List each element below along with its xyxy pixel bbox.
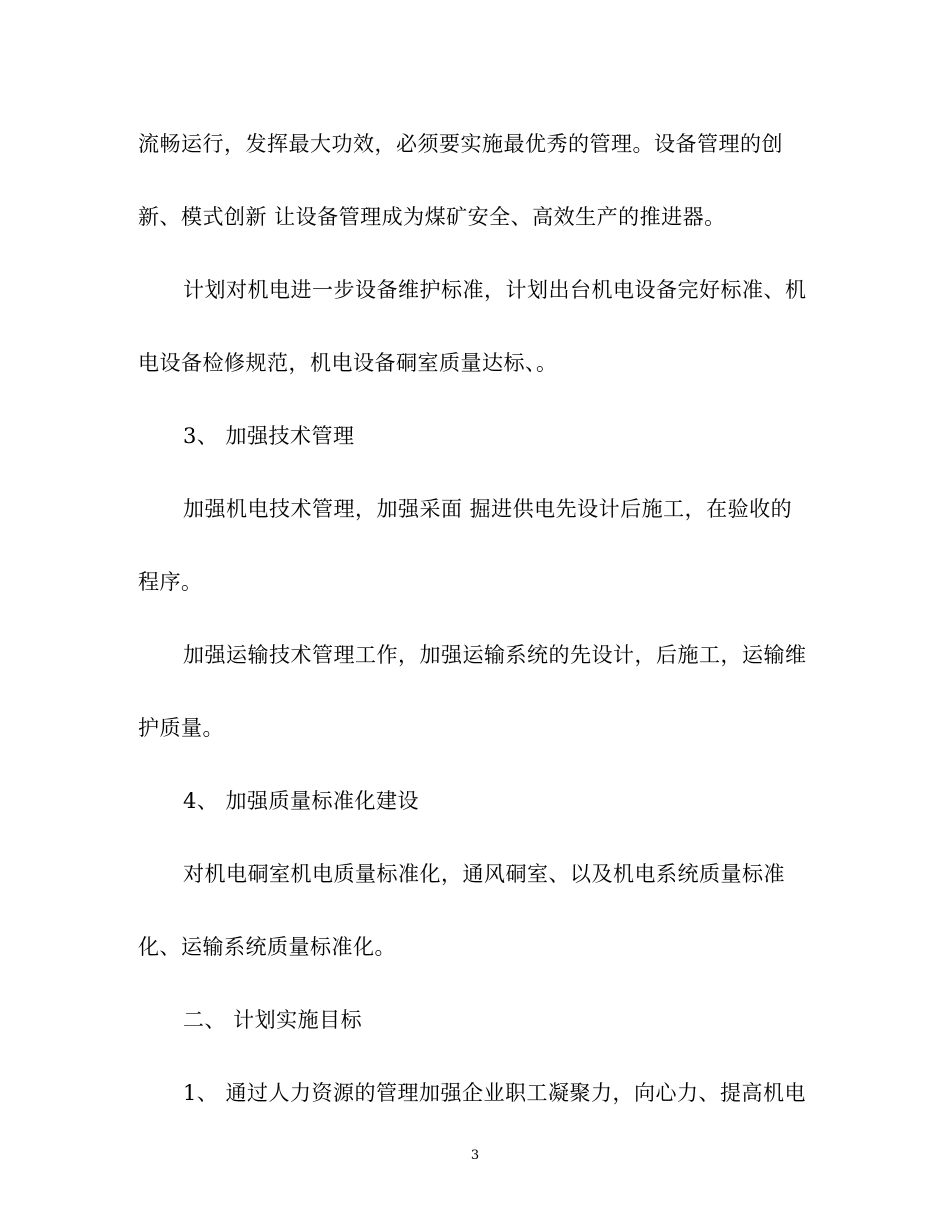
paragraph-start-line: 计划对机电进一步设备维护标准，计划出台机电设备完好标准、机: [183, 278, 807, 302]
page-number: 3: [470, 1148, 480, 1163]
body-text-line: 护质量。: [138, 716, 224, 740]
section-heading: 4、 加强质量标准化建设: [183, 789, 420, 813]
body-text-line: 化、运输系统质量标准化。: [138, 935, 396, 959]
body-text-line: 新、模式创新 让设备管理成为煤矿安全、高效生产的推进器。: [138, 205, 726, 229]
paragraph-start-line: 加强机电技术管理，加强采面 掘进供电先设计后施工，在验收的: [183, 497, 793, 521]
body-text-line: 流畅运行，发挥最大功效，必须要实施最优秀的管理。设备管理的创: [138, 132, 783, 156]
section-heading: 3、 加强技术管理: [183, 424, 355, 448]
body-text-line: 电设备检修规范，机电设备硐室质量达标、。: [138, 351, 558, 375]
body-text-line: 程序。: [138, 570, 203, 594]
section-heading: 二、 计划实施目标: [183, 1008, 363, 1032]
paragraph-start-line: 对机电硐室机电质量标准化，通风硐室、以及机电系统质量标准: [183, 862, 785, 886]
paragraph-start-line: 1、 通过人力资源的管理加强企业职工凝聚力，向心力、提高机电: [183, 1081, 807, 1105]
paragraph-start-line: 加强运输技术管理工作，加强运输系统的先设计，后施工，运输维: [183, 643, 807, 667]
